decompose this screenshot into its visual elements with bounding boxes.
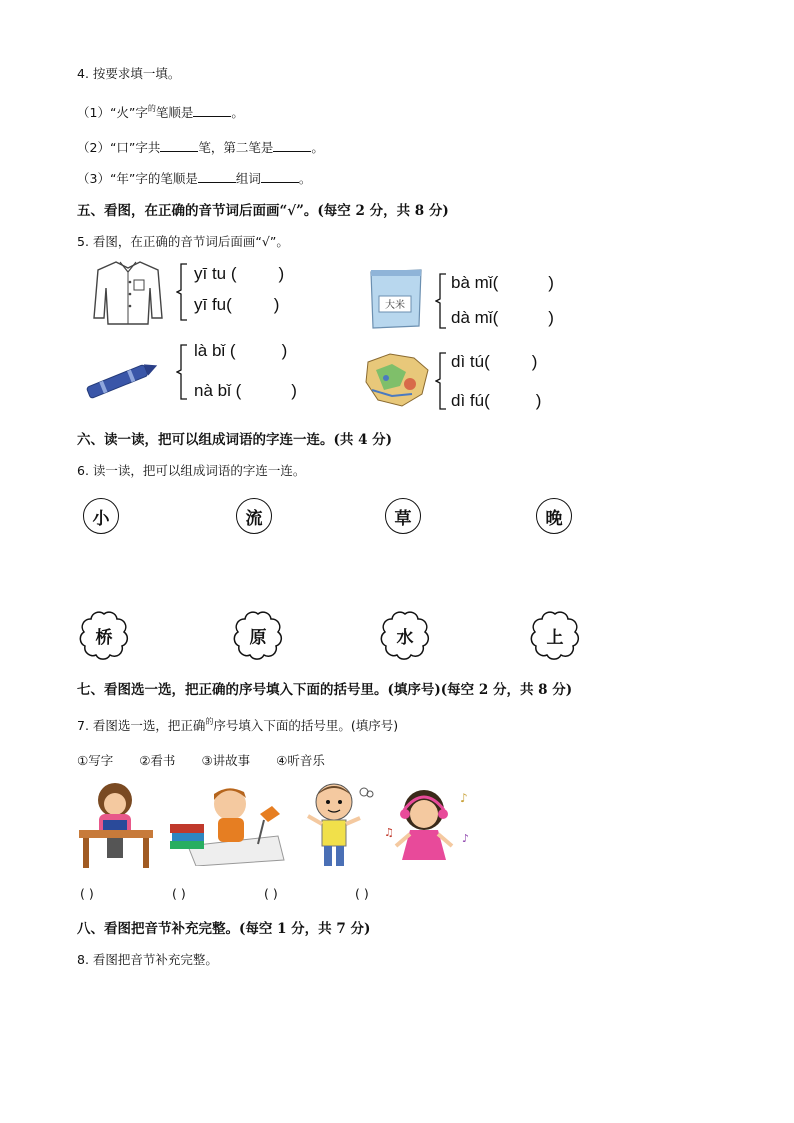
q4-l1-end: 。: [231, 105, 244, 120]
char-circle[interactable]: 晚: [536, 498, 572, 534]
pinyin-option[interactable]: yī fu( ): [194, 295, 280, 314]
rice-bag-icon: [365, 266, 427, 330]
section-7-heading: 七、看图选一选，把正确的序号填入下面的括号里。(填序号)(每空 2 分，共 8 分): [77, 682, 573, 698]
q6-title: 6. 读一读，把可以组成词语的字连一连。: [77, 463, 306, 478]
pinyin-option[interactable]: yī tu ( ): [194, 264, 285, 283]
flower-char: 水: [396, 627, 414, 648]
q4-l3-text-b: 组词: [235, 171, 261, 186]
answer-blank[interactable]: [273, 139, 311, 152]
q4-l3-text-a: （3）“年”字的笔顺是: [77, 171, 198, 186]
section-6-heading: 六、读一读，把可以组成词语的字连一连。(共 4 分): [77, 432, 393, 448]
pinyin-option[interactable]: dì tú( ): [451, 352, 538, 371]
q5-title: 5. 看图，在正确的音节词后面画“√”。: [77, 234, 289, 249]
q8-title: 8. 看图把音节补充完整。: [77, 952, 218, 967]
q4-l1-tiny: 的: [147, 104, 156, 113]
map-icon: [362, 350, 432, 410]
section-8-heading: 八、看图把音节补充完整。(每空 1 分，共 7 分): [77, 921, 371, 937]
girl-reading-icon: [77, 778, 155, 870]
flower-char: 桥: [95, 627, 113, 648]
flower-char: 上: [546, 627, 564, 648]
brace-icon: [176, 263, 188, 321]
char-circle[interactable]: 流: [236, 498, 272, 534]
q7-tiny: 的: [205, 717, 214, 726]
q4-l3-end: 。: [298, 171, 312, 186]
option-item: ④听音乐: [276, 753, 325, 768]
boy-writing-icon: [168, 784, 290, 866]
q4-l1-text-b: 笔顺是: [155, 105, 194, 120]
brace-icon: [176, 344, 188, 400]
pinyin-option[interactable]: là bǐ ( ): [194, 341, 288, 360]
brace-icon: [435, 352, 447, 410]
q4-line-2: [77, 138, 324, 156]
flower-char: 原: [249, 627, 267, 648]
q4-l2-text-b: 笔，第二笔是: [198, 140, 274, 155]
pinyin-option[interactable]: dà mǐ( ): [451, 308, 554, 327]
pinyin-option[interactable]: nà bǐ ( ): [194, 381, 297, 400]
answer-blank[interactable]: [198, 170, 236, 183]
answer-bracket[interactable]: ( ): [355, 886, 369, 901]
answer-bracket[interactable]: ( ): [80, 886, 94, 901]
svg-text:♫: ♫: [384, 826, 394, 839]
crayon-icon: [80, 360, 162, 400]
char-flower[interactable]: [233, 610, 283, 660]
girl-music-icon: [380, 784, 472, 870]
pinyin-option[interactable]: bà mǐ( ): [451, 273, 554, 292]
q4-title: 4. 按要求填一填。: [77, 66, 181, 81]
answer-blank[interactable]: [261, 170, 299, 183]
q4-l1-text-a: （1）“火”字: [77, 105, 148, 120]
char-flower[interactable]: [380, 610, 430, 660]
q7-title: [77, 716, 398, 734]
q4-line-1: [77, 103, 244, 121]
answer-blank[interactable]: [193, 104, 231, 117]
q4-l2-text-a: （2）“口”字共: [77, 140, 161, 155]
char-flower[interactable]: [530, 610, 580, 660]
q4-line-3: [77, 169, 311, 187]
option-item: ①写字: [77, 753, 114, 768]
q7-text-a: 7. 看图选一选，把正确: [77, 718, 206, 733]
pinyin-option[interactable]: dì fú( ): [451, 391, 542, 410]
char-circle[interactable]: 小: [83, 498, 119, 534]
q7-text-b: 序号填入下面的括号里。(填序号): [213, 718, 399, 733]
answer-bracket[interactable]: ( ): [172, 886, 186, 901]
option-list: [77, 751, 325, 769]
svg-text:♪: ♪: [462, 832, 470, 845]
shirt-icon: [92, 258, 164, 328]
brace-icon: [435, 273, 447, 329]
rice-bag-label: 大米: [385, 300, 405, 311]
svg-text:♪: ♪: [460, 791, 468, 805]
char-flower[interactable]: [79, 610, 129, 660]
char-circle[interactable]: 草: [385, 498, 421, 534]
section-5-heading: 五、看图，在正确的音节词后面画“√”。(每空 2 分，共 8 分): [77, 203, 449, 219]
option-item: ②看书: [139, 753, 176, 768]
q4-l2-end: 。: [311, 140, 324, 155]
option-item: ③讲故事: [201, 753, 251, 768]
answer-bracket[interactable]: ( ): [264, 886, 278, 901]
boy-talking-icon: [304, 780, 376, 870]
answer-blank[interactable]: [160, 139, 198, 152]
